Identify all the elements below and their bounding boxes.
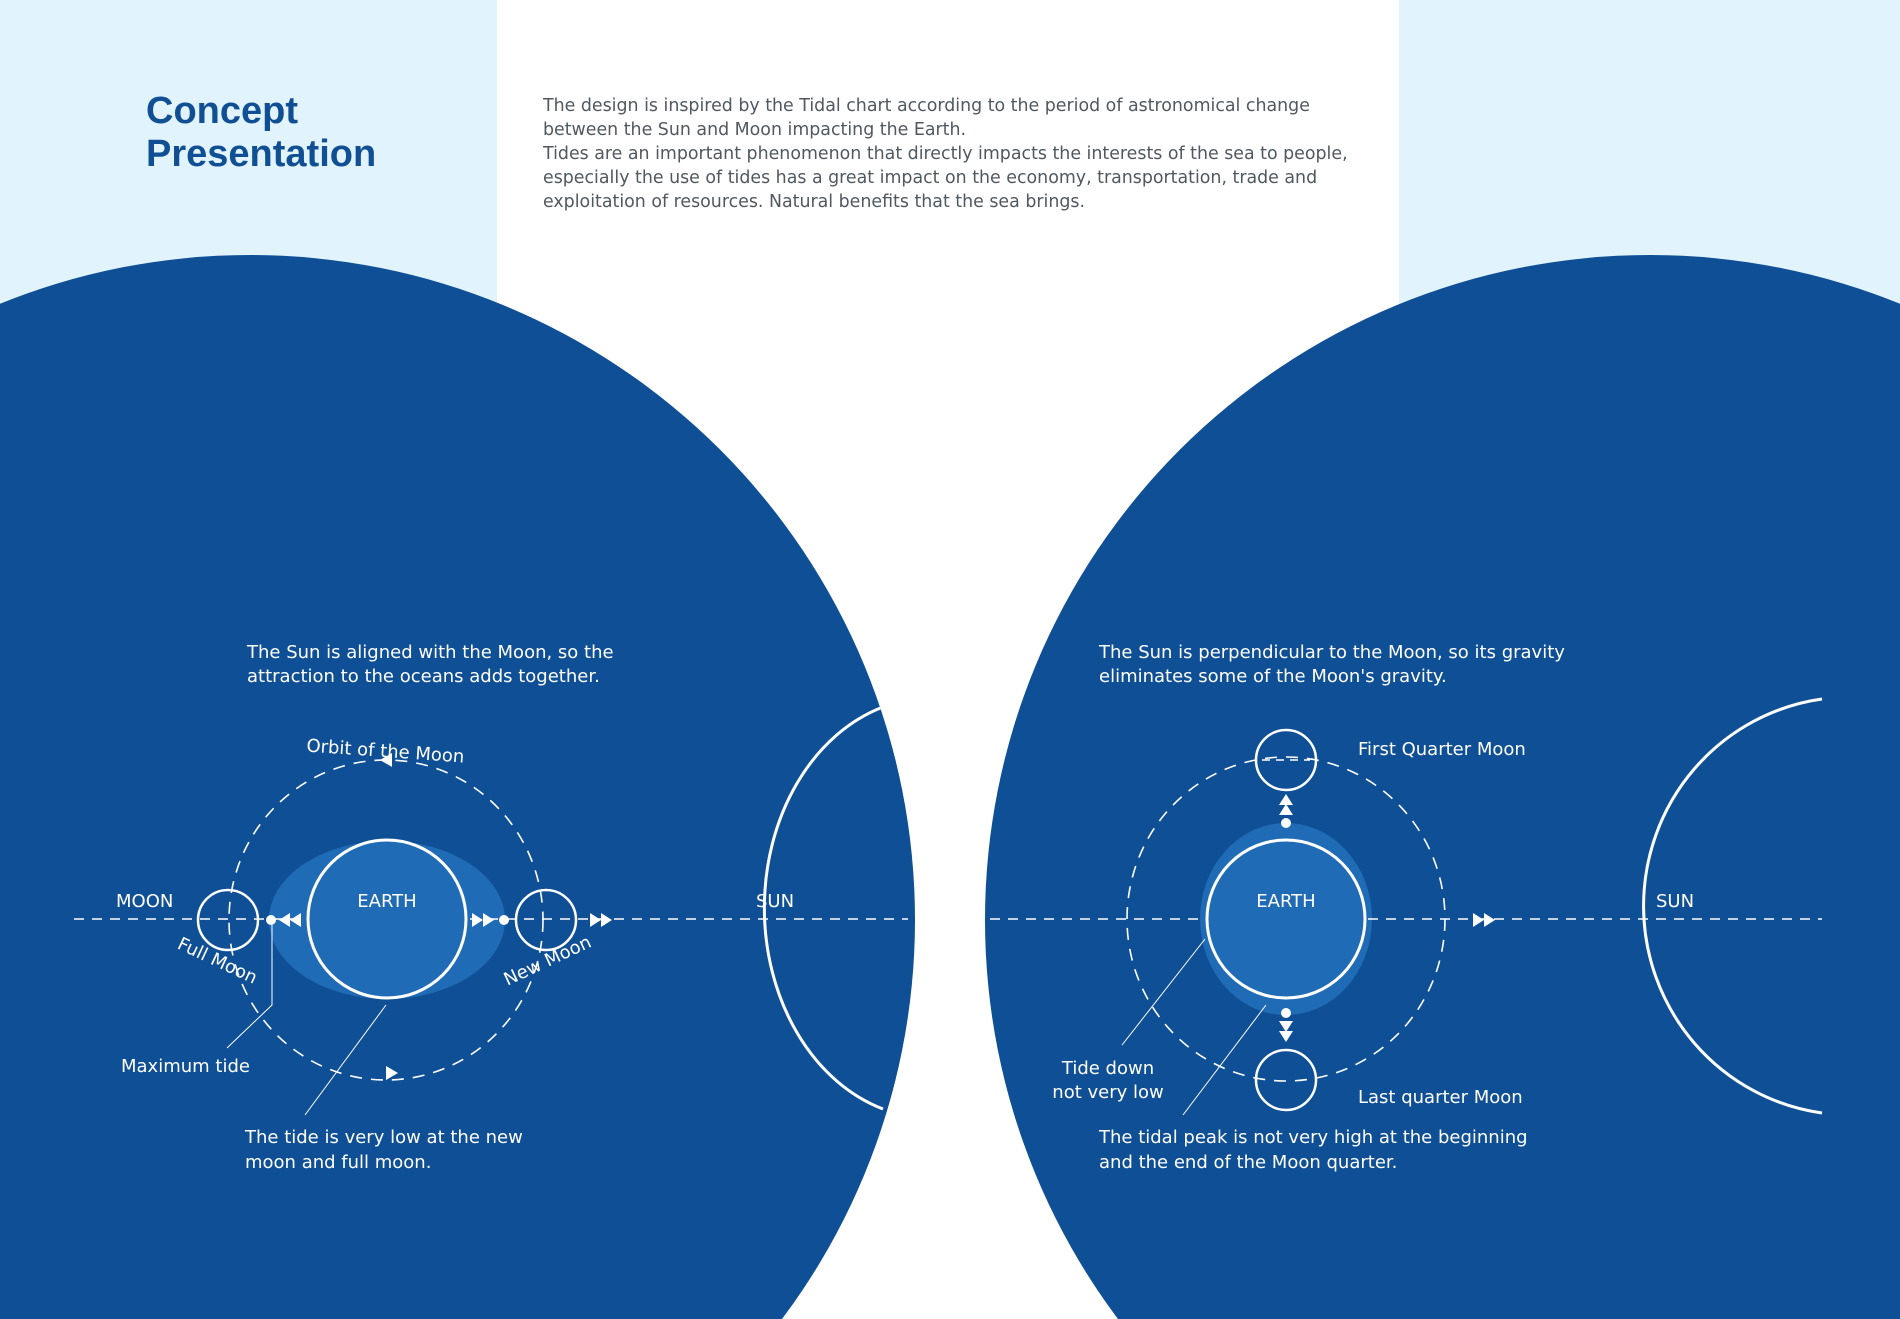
left-note-line1: The tide is very low at the new — [245, 1127, 523, 1148]
left-sun-label: SUN — [756, 891, 795, 912]
top-tide-dot — [1281, 818, 1291, 828]
page-title-line1: Concept — [146, 90, 298, 132]
right-note-line2: and the end of the Moon quarter. — [1099, 1152, 1398, 1173]
tide-down-line1: Tide down — [1061, 1058, 1155, 1079]
sun-arrow-2 — [601, 913, 612, 927]
right-earth — [1207, 840, 1365, 998]
orbit-arrow-bottom — [386, 1066, 398, 1080]
left-earth-label: EARTH — [357, 891, 417, 912]
neap-tide-diagram — [990, 642, 1822, 1173]
up-arrow-2 — [1279, 804, 1293, 815]
right-sun-label: SUN — [1656, 891, 1695, 912]
orbit-of-moon-label: Orbit of the Moon — [305, 735, 465, 768]
last-quarter-moon-label: Last quarter Moon — [1358, 1087, 1523, 1108]
right-note-line1: The tidal peak is not very high at the beginning — [1099, 1127, 1528, 1148]
down-arrow-2 — [1279, 1031, 1293, 1042]
right-sun-arrow-2 — [1484, 913, 1495, 927]
new-moon-label: New Moon — [500, 931, 595, 991]
right-caption-line2: eliminates some of the Moon's gravity. — [1099, 666, 1447, 687]
intro-paragraph-2: Tides are an important phenomenon that directly impacts the interests of the sea to people, especially the use of tides has a great impact on the economy, transportation, trade and exploitation of resources. Natural benefits that the sea brings. — [543, 144, 1348, 212]
right-caption-line1: The Sun is perpendicular to the Moon, so its gravity — [1099, 642, 1565, 663]
spring-tide-diagram — [74, 642, 908, 1173]
up-arrow-1 — [1279, 794, 1293, 805]
intro-paragraph-1: The design is inspired by the Tidal chart according to the period of astronomical change between the Sun and Moon impacting the Earth. — [543, 96, 1310, 140]
low-tide-leader — [305, 1005, 386, 1115]
new-moon-dot — [499, 915, 509, 925]
sun-arrow-1 — [590, 913, 601, 927]
first-quarter-moon-label: First Quarter Moon — [1358, 739, 1526, 760]
left-moon-label: MOON — [116, 891, 174, 912]
right-sun-arrow-1 — [1473, 913, 1484, 927]
left-caption-line1: The Sun is aligned with the Moon, so the — [247, 642, 614, 663]
left-caption-line2: attraction to the oceans adds together. — [247, 666, 600, 687]
tide-down-line2: not very low — [1052, 1082, 1164, 1103]
max-tide-label: Maximum tide — [121, 1056, 250, 1077]
left-moon-dot — [266, 915, 276, 925]
full-moon-circle — [198, 890, 258, 950]
left-note-line2: moon and full moon. — [245, 1152, 432, 1173]
page-title-line2: Presentation — [146, 133, 377, 175]
down-arrow-1 — [1279, 1021, 1293, 1032]
tide-down-leader — [1122, 939, 1205, 1045]
full-moon-label: Full Moon — [174, 933, 261, 989]
tidal-peak-leader — [1183, 1005, 1266, 1115]
left-earth — [308, 840, 466, 998]
bottom-tide-dot — [1281, 1008, 1291, 1018]
right-earth-label: EARTH — [1256, 891, 1316, 912]
